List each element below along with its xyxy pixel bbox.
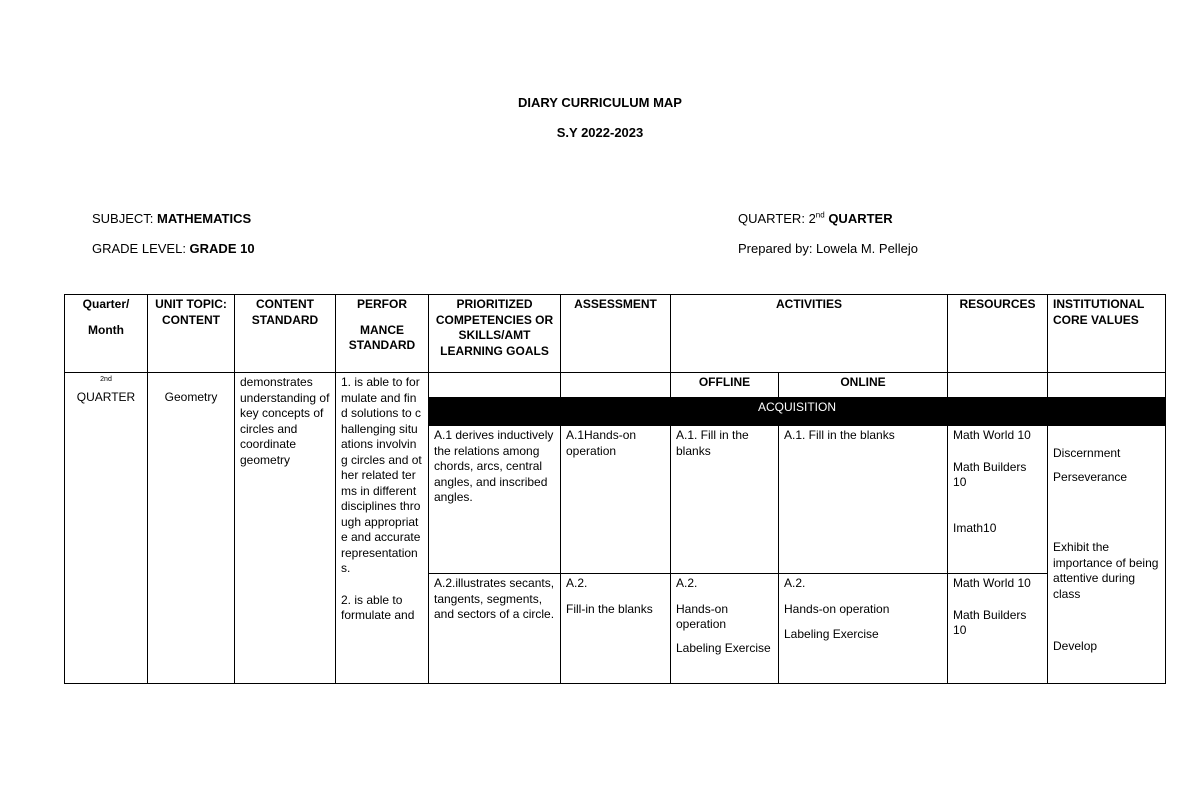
quarter-label: QUARTER:: [738, 211, 809, 226]
cell-blank-assessment: [561, 373, 671, 398]
a2-competency: A.2.illustrates secants, tangents, segments, and sectors of a circle.: [429, 574, 561, 684]
quarter-line: [738, 211, 893, 226]
a1-resources: [948, 426, 1048, 574]
header-month-text: Month: [88, 322, 124, 337]
cell-blank-values: [1048, 373, 1166, 398]
subject-value: MATHEMATICS: [157, 211, 252, 226]
value-discernment: Discernment: [1053, 446, 1121, 460]
prepared-by: Prepared by: Lowela M. Pellejo: [738, 241, 918, 256]
a1-offline: A.1. Fill in the blanks: [671, 426, 779, 574]
a2-offline-hands-on: Hands-on operation: [676, 601, 729, 631]
a1-assessment: A.1Hands-on operation: [561, 426, 671, 574]
a2-resource-2: Math Builders 10: [953, 607, 1027, 637]
a2-assessment: [561, 574, 671, 684]
subheader-online: ONLINE: [779, 373, 948, 398]
grade-line: [92, 241, 255, 256]
a2-offline-code: A.2.: [676, 576, 698, 590]
a2-resources: [948, 574, 1048, 684]
grade-label: GRADE LEVEL:: [92, 241, 190, 256]
header-perf-1: PERFOR: [356, 297, 407, 311]
header-content-standard: CONTENT STANDARD: [235, 295, 336, 373]
quarter-value: QUARTER: [824, 211, 893, 226]
a1-resource-3: Imath10: [953, 520, 997, 535]
quarter-number: 2: [808, 211, 816, 226]
header-core-values: INSTITUTIONAL CORE VALUES: [1048, 295, 1166, 373]
value-develop: Develop: [1053, 639, 1098, 653]
subheader-row: [65, 373, 1166, 398]
subheader-offline: OFFLINE: [671, 373, 779, 398]
subject-label: SUBJECT:: [92, 211, 158, 226]
a2-offline-labeling: Labeling Exercise: [676, 640, 771, 655]
subject-line: [92, 211, 251, 226]
school-year: S.Y 2022-2023: [556, 125, 644, 140]
a2-online-labeling: Labeling Exercise: [784, 627, 879, 641]
quarter-text: QUARTER: [76, 390, 136, 404]
header-assessment: ASSESSMENT: [561, 295, 671, 373]
document-title: DIARY CURRICULUM MAP: [518, 95, 682, 110]
header-performance-standard: [336, 295, 429, 373]
header-activities: ACTIVITIES: [671, 295, 948, 373]
a1-online: A.1. Fill in the blanks: [779, 426, 948, 574]
header-competencies: PRIORITIZED COMPETENCIES OR SKILLS/AMT LEARNING GOALS: [429, 295, 561, 373]
quarter-sup: nd: [815, 210, 825, 220]
value-perseverance: Perseverance: [1053, 469, 1128, 484]
cell-core-values: [1048, 426, 1166, 684]
header-quarter-month: [65, 295, 148, 373]
cell-performance-standard: [336, 373, 429, 684]
a1-resource-2: Math Builders 10: [953, 459, 1027, 489]
a2-online-hands-on: Hands-on operation: [784, 601, 890, 616]
topic-text: Geometry: [164, 390, 218, 404]
a2-assessment-text: Fill-in the blanks: [566, 601, 653, 616]
performance-text-1: 1. is able to formulate and find solutions to challenging situations involving circles and other related terms in different disciplines through appropriate and accurate representations.: [341, 375, 422, 575]
quarter-sup-text: 2nd: [100, 376, 112, 383]
header-unit-topic: UNIT TOPIC: CONTENT: [148, 295, 235, 373]
a2-assessment-code: A.2.: [566, 576, 588, 590]
performance-text-2: 2. is able to formulate and: [341, 592, 415, 622]
a1-resource-1: Math World 10: [953, 428, 1031, 442]
a1-competency: A.1 derives inductively the relations among chords, arcs, central angles, and inscribed angles.: [429, 426, 561, 574]
cell-content-standard: demonstrates understanding of key concepts of circles and coordinate geometry: [235, 373, 336, 684]
cell-blank-competency: [429, 373, 561, 398]
a2-online: [779, 574, 948, 684]
acquisition-bar: ACQUISITION: [429, 398, 1166, 426]
header-row: [65, 295, 1166, 373]
a2-offline: [671, 574, 779, 684]
cell-blank-resources: [948, 373, 1048, 398]
header-resources: RESOURCES: [948, 295, 1048, 373]
cell-topic: [148, 373, 235, 684]
value-attentive: Exhibit the importance of being attentive during class: [1053, 540, 1159, 601]
a2-online-code: A.2.: [784, 576, 806, 590]
a2-resource-1: Math World 10: [953, 576, 1031, 590]
grade-value: GRADE 10: [189, 241, 255, 256]
curriculum-map-table: [64, 294, 1166, 684]
header-perf-2: MANCE STANDARD: [348, 322, 416, 352]
cell-quarter: [65, 373, 148, 684]
header-quarter-text: Quarter/: [82, 297, 130, 311]
